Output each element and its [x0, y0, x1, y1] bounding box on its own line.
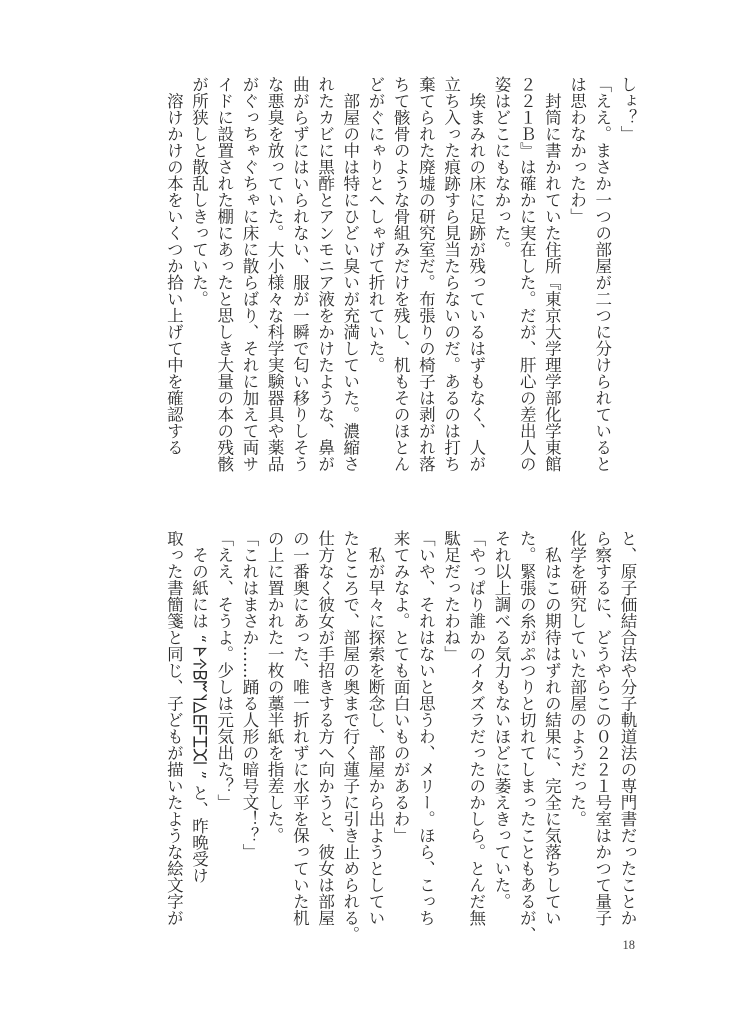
- text-line: 曲がらずにはいられない、服が一瞬で匂い移りしそう: [290, 76, 310, 472]
- text-line: 「これはまさか……踊る人形の暗号文！？」: [239, 530, 259, 860]
- text-line: どがぐにゃりとへしゃげて折れていた。: [365, 76, 385, 373]
- text-line: 「やっぱり誰かのイタズラだったのかしら。とんだ無: [466, 530, 486, 926]
- text-line: 部屋の中は特にひどい臭いが充満していた。濃縮さ: [340, 76, 360, 472]
- text-line: 駄足だったわね」: [441, 530, 461, 662]
- page-number: 18: [622, 938, 635, 952]
- text-line: それ以上調べる気力もないほどに萎えきっていた。: [491, 530, 511, 910]
- text-line: た。緊張の糸がぷつりと切れてしまったこともあるが、: [517, 530, 537, 943]
- text-line: 「いや、それはないと思うわ、メリー。ほら、こっち: [416, 530, 436, 926]
- text-line: 棄てられた廃墟の研究室だ。布張りの椅子は剥がれ落: [416, 76, 436, 472]
- text-line: その紙には “ 𐊀𐊁𐊂𐊃𐊄𐊅𐊆𐊇𐊈𐊉𐊊 ” と、昨晩受け: [189, 530, 209, 884]
- text-line: 仕方なく彼女が手招きする方へ向かうと、彼女は部屋: [315, 530, 335, 926]
- text-line: 来てみなよ。とても面白いものがあるわ」: [391, 530, 411, 844]
- text-line: ちて骸骨のような骨組みだけを残し、机もそのほとん: [391, 76, 411, 472]
- text-line: 化学を研究していた部屋のようだった。: [567, 530, 587, 827]
- text-line: な悪臭を放っていた。大小様々な科学実験器具や薬品: [265, 76, 285, 472]
- text-line: 私はこの期待はずれの結果に、完全に気落ちしてい: [542, 530, 562, 926]
- text-line: は思わなかったわ」: [567, 76, 587, 225]
- text-line: しょ？」: [618, 76, 637, 142]
- text-line: 埃まみれの床に足跡が残っているはずもなく、人が: [466, 76, 486, 472]
- text-line: 立ち入った痕跡すら見当たらないのだ。あるのは打ち: [441, 76, 461, 472]
- text-line: の一番奥にあった、唯一折れずに水平を保っていた机: [290, 530, 310, 926]
- text-line: ２２１Ｂ』は確かに実在した。だが、肝心の差出人の: [517, 76, 537, 472]
- text-line: 封筒に書かれていた住所『東京大学理学部化学東館: [542, 76, 562, 472]
- text-line: たところで、部屋の奥まで行く蓮子に引き止められる。: [340, 530, 360, 943]
- text-line: 取った書簡箋と同じ、子どもが描いたような絵文字が: [164, 530, 184, 926]
- text-line: 姿はどこにもなかった。: [491, 76, 511, 258]
- text-line: と、原子価結合法や分子軌道法の専門書だったことか: [618, 530, 637, 926]
- text-line: イドに設置された棚にあったと思しき大量の本の残骸: [214, 76, 234, 472]
- text-line: ら察するに、どうやらこの０２２１号室はかつて量子: [592, 530, 612, 926]
- text-line: が所狭しと散乱しきっていた。: [189, 76, 209, 307]
- text-line: の上に置かれた一枚の藁半紙を指差した。: [265, 530, 285, 844]
- text-line: 「ええ、そうよ。少しは元気出た？」: [214, 530, 234, 811]
- text-line: 「ええ。まさか一つの部屋が二つに分けられていると: [592, 76, 612, 472]
- text-line: 溶けかけの本をいくつか拾い上げて中を確認する: [164, 76, 184, 456]
- text-block-lower: [105, 530, 640, 968]
- text-line: れたカビに黒酢とアンモニア液をかけたような、鼻が: [315, 76, 335, 472]
- text-line: 私が早々に探索を断念し、部屋から出ようとしてい: [365, 530, 385, 926]
- text-line: がぐっちゃぐちゃに床に散らばり、それに加えて両サ: [239, 76, 259, 472]
- text-block-upper: [105, 76, 640, 514]
